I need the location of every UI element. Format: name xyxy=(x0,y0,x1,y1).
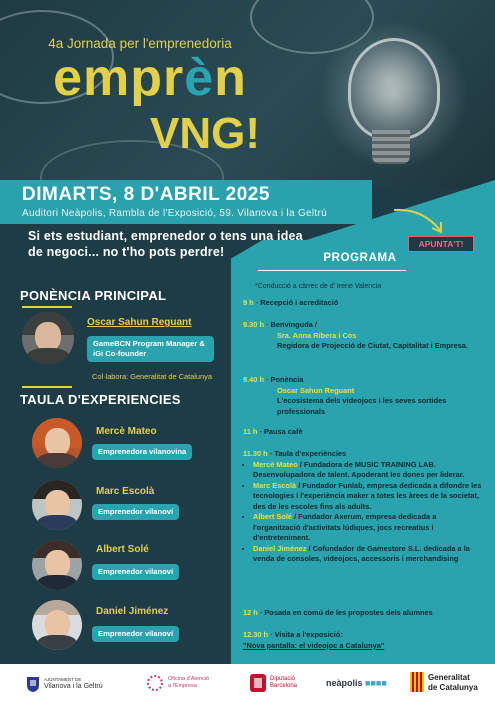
footer-logos xyxy=(0,664,495,704)
schedule-text: Taula d'experiències xyxy=(274,449,347,458)
schedule-text: Recepció i acreditació xyxy=(260,298,339,307)
speaker-role: Emprenedor vilanoví xyxy=(92,626,179,642)
speaker-role: GameBCN Program Manager & iGi Co-founder xyxy=(87,336,214,362)
arrow-icon xyxy=(392,206,452,238)
collaborator: Col·labora: Generalitat de Catalunya xyxy=(92,372,212,381)
avatar-face xyxy=(35,322,61,351)
title-part: empr xyxy=(53,49,185,107)
schedule-item: 11 h - Pausa cafè xyxy=(243,427,303,436)
exhibition-link[interactable]: "Nova pantalla: el videojoc a Catalunya" xyxy=(243,640,385,650)
logo-text: de Catalunya xyxy=(428,683,478,692)
schedule-time: 12.30 h xyxy=(243,630,269,639)
event-date: DIMARTS, 8 D'ABRIL 2025 xyxy=(22,184,270,205)
logo-text: Diputació xyxy=(270,676,296,682)
title-accent: è xyxy=(184,49,215,107)
logo-text: Oficina d'Atenció xyxy=(168,676,210,682)
schedule-item: 11.30 h - Taula d'experiències • Mercè Mateo / Fundadora de MUSIC TRAINING LAB. Desenvolupadora de talent. Apoderant les dones per liderar. • Marc Escolà / Fundador Funlab, empresa dedicada a difondre les tecnologies i l'experiència maker a totes les àrees de la societat, des de les escoles fins als adults. • Albert Solé / Fundador Axerum, empresa dedicada a l'organització d'activitats lúdiques, jocs recreatius i d'entreteniment. • Daniel Jiménez / Cofundador de Gamestore S.L. dedicada a la venda de consoles, videojocs, accessoris i merchandising xyxy=(243,449,483,565)
schedule-speaker: Oscar Sahun Reguant xyxy=(277,385,355,395)
schedule-text: Visita a l'exposició: xyxy=(274,630,343,639)
speaker-role: Emprenedor vilanoví xyxy=(92,564,179,580)
avatar-body xyxy=(37,575,77,590)
logo-text: Generalitat xyxy=(428,673,470,682)
schedule-text: Ponència xyxy=(270,375,304,384)
schedule-item: 9 h - Recepció i acreditació xyxy=(243,298,339,307)
schedule-time: 11.30 h xyxy=(243,449,268,458)
speaker-avatar xyxy=(32,480,82,530)
avatar-body xyxy=(27,348,69,364)
schedule-time: 11 h xyxy=(243,427,258,436)
schedule-time: 9.30 h xyxy=(243,320,264,329)
list-item-name: Mercè Mateo xyxy=(253,459,298,469)
dots-icon xyxy=(146,674,164,692)
list-item xyxy=(253,544,483,565)
avatar-body xyxy=(37,453,77,468)
schedule-item: 12.30 h - Visita a l'exposició: "Nova pantalla: el videojoc a Catalunya" xyxy=(243,630,385,650)
logo-neapolis xyxy=(326,678,387,688)
avatar-face xyxy=(45,610,70,638)
lightbulb-icon xyxy=(348,38,440,140)
list-item-name: Daniel Jiménez xyxy=(253,543,307,553)
avatar-body xyxy=(37,635,77,650)
dots-icon: ■■■■ xyxy=(365,678,387,688)
schedule-time: 9 h xyxy=(243,298,254,307)
logo-text: a l'Empresa xyxy=(168,683,197,689)
speaker-avatar xyxy=(22,312,74,364)
divider xyxy=(22,386,72,388)
avatar-face xyxy=(45,550,70,578)
divider xyxy=(258,270,406,271)
divider xyxy=(22,306,72,308)
list-item xyxy=(253,460,483,481)
register-button[interactable]: APUNTA'T! xyxy=(408,236,474,252)
list-item-text: / Fundador Funlab, empresa dedicada a difondre les tecnologies i l'experiència maker a totes les àrees de la societat, des de les escoles fins als adults. xyxy=(253,480,482,511)
avatar-body xyxy=(37,515,77,530)
speaker-name: Daniel Jiménez xyxy=(96,606,169,617)
schedule-speaker: Sra. Anna Ribera i Cos xyxy=(277,330,357,340)
list-item-name: Marc Escolà xyxy=(253,480,297,490)
schedule-detail: Regidora de Projecció de Ciutat, Capitalitat i Empresa. xyxy=(277,341,468,350)
schedule-text: Pausa cafè xyxy=(263,427,303,436)
avatar-face xyxy=(45,428,70,456)
event-subtitle: 4a Jornada per l'emprenedoria xyxy=(48,36,232,51)
list-item-text: / Cofundador de Gamestore S.L. dedicada a la venda de consoles, videojocs, accessoris i merchandising xyxy=(253,543,470,563)
speaker-role: Emprenedora vilanovina xyxy=(92,444,192,460)
schedule-item: 9.40 h - Ponència Oscar Sahun Reguant L'ecosistema dels videojocs i les seves sortides professionals xyxy=(243,375,447,416)
list-item xyxy=(253,481,483,513)
list-item-text: / Fundadora de MUSIC TRAINING LAB. Desenvolupadora de talent. Apoderant les dones per liderar. xyxy=(253,459,465,479)
speaker-avatar xyxy=(32,540,82,590)
schedule-text: Posada en comú de les propostes dels alumnes xyxy=(264,608,433,617)
schedule-item: 9.30 h - Benvinguda / Sra. Anna Ribera i Cos Regidora de Projecció de Ciutat, Capitalitat i Empresa. xyxy=(243,320,468,350)
event-title xyxy=(0,48,300,108)
avatar-face xyxy=(45,490,70,518)
event-place: Auditori Neàpolis, Rambla de l'Exposició, 59. Vilanova i la Geltrú xyxy=(22,208,328,219)
logo-text: AJUNTAMENT DE xyxy=(44,677,82,682)
schedule-time: 9.40 h xyxy=(243,375,264,384)
list-item xyxy=(253,512,483,544)
schedule-time: 12 h xyxy=(243,608,258,617)
speaker-avatar xyxy=(32,418,82,468)
speaker-role: Emprenedor vilanoví xyxy=(92,504,179,520)
event-title-line2: VNG! xyxy=(150,109,260,158)
logo-text: Vilanova i la Geltrú xyxy=(44,683,103,690)
logo-text: neàpolis xyxy=(326,678,363,688)
experience-list xyxy=(243,460,483,565)
speaker-name: Oscar Sahun Reguant xyxy=(87,317,192,328)
list-item-name: Albert Solé xyxy=(253,512,293,521)
speaker-name: Marc Escolà xyxy=(96,486,155,497)
list-item-text: / Fundador Axerum, empresa dedicada a l'organització d'activitats lúdiques, jocs recreatius i d'entreteniment. xyxy=(253,512,437,542)
tagline: Si ets estudiant, emprenedor o tens una idea de negoci... no t'ho pots perdre! xyxy=(28,229,303,259)
speaker-avatar xyxy=(32,600,82,650)
speaker-name: Albert Solé xyxy=(96,544,149,555)
schedule-text: Benvinguda / xyxy=(270,320,317,329)
schedule-item: 12 h - Posada en comú de les propostes dels alumnes xyxy=(243,608,433,617)
programa-heading: PROGRAMA xyxy=(323,252,397,264)
diputacio-icon xyxy=(250,674,266,692)
senyera-icon xyxy=(410,672,424,692)
logo-text: Barcelona xyxy=(270,683,298,689)
ponencia-heading: PONÈNCIA PRINCIPAL xyxy=(20,288,167,303)
lightbulb-base xyxy=(372,130,410,164)
speaker-name: Mercè Mateo xyxy=(96,426,157,437)
shield-icon xyxy=(26,676,40,692)
title-part: n xyxy=(214,49,247,107)
programa-note: *Conducció a càrrec de d' Irene Valencia xyxy=(255,283,382,290)
taula-heading: TAULA D'EXPERIENCIES xyxy=(20,392,181,407)
schedule-detail: L'ecosistema dels videojocs i les seves sortides professionals xyxy=(277,396,447,416)
